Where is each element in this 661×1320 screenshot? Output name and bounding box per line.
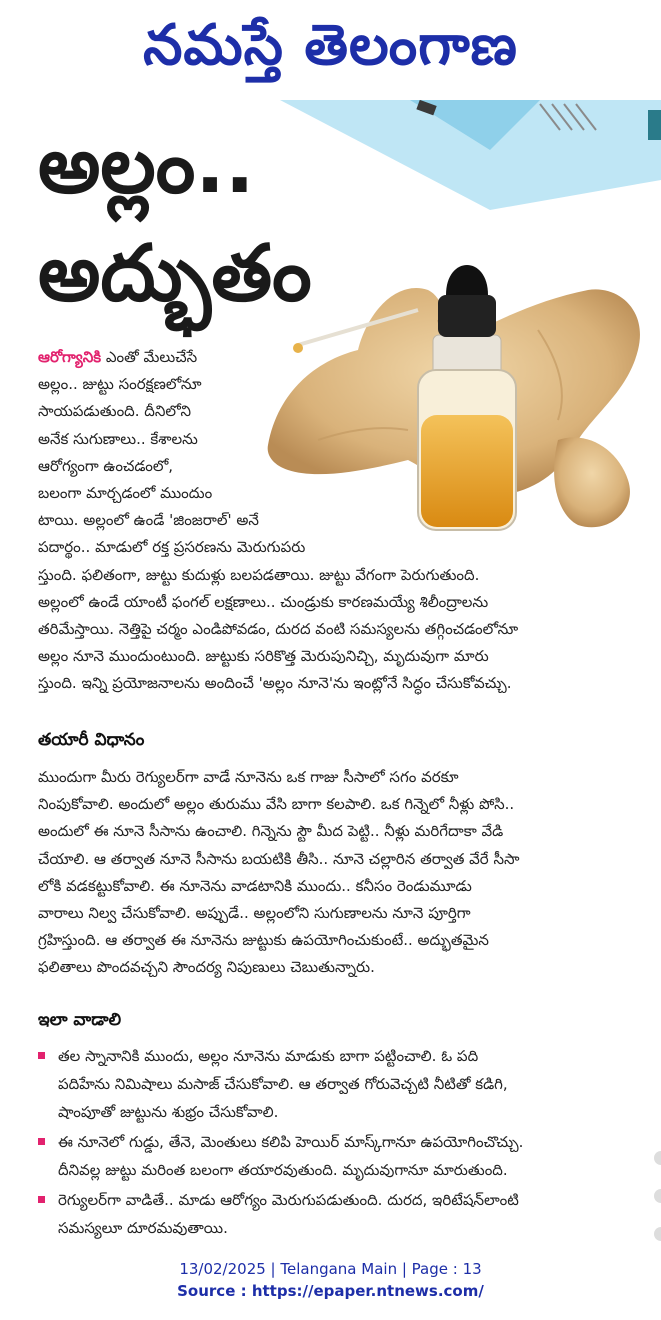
lead-line: స్తుంది. ఫలితంగా, జుట్టు కుదుళ్లు బలపడతాయి. జుట్టు వేగంగా పెరుగుతుంది. bbox=[38, 565, 480, 584]
lead-line: అనేక సుగుణాలు.. కేశాలను bbox=[38, 429, 198, 448]
preparation-line: ఫలితాలు పొందవచ్చని సౌందర్య నిపుణులు చెబుతున్నారు. bbox=[38, 958, 375, 977]
preparation-text bbox=[38, 764, 656, 982]
lead-line: ఆరోగ్యంగా ఉంచడంలో, bbox=[38, 456, 174, 475]
headline-line-1: అల్లం.. bbox=[38, 121, 255, 211]
lead-line: బలంగా మార్చడంలో ముందుం bbox=[38, 484, 213, 503]
lead-line: టాయి. అల్లంలో ఉండే 'జింజరాల్' అనే bbox=[38, 511, 259, 530]
lead-paragraph bbox=[38, 344, 653, 698]
preparation-line: చేయాలి. ఆ తర్వాత నూనె సీసాను బయటికి తీసి.. నూనె చల్లారిన తర్వాత వేరే సీసా bbox=[38, 849, 520, 868]
lead-line: స్తుంది. ఇన్ని ప్రయోజనాలను అందించే 'అల్లం నూనె'ను ఇంట్లోనే సిద్ధం చేసుకోవచ్చు. bbox=[38, 674, 512, 693]
lead-line: ఆరోగ్యానికి ఎంతో మేలుచేసే bbox=[38, 348, 198, 366]
list-item: రెగ్యులర్‌గా వాడితే.. మాడు ఆరోగ్యం మెరుగుపడుతుంది. దురద, ఇరిటేషన్‌లాంటి సమస్యలూ దూరమవుతాయి. bbox=[36, 1186, 656, 1242]
section-heading-preparation: తయారీ విధానం bbox=[38, 730, 145, 750]
section-heading-usage: ఇలా వాడాలి bbox=[38, 1010, 122, 1030]
bullet-square-icon bbox=[38, 1052, 45, 1059]
footer-source: Source : https://epaper.ntnews.com/ bbox=[177, 1282, 484, 1300]
lead-line: పదార్థం.. మాడులో రక్త ప్రసరణను మెరుగుపరు bbox=[38, 538, 306, 557]
lead-line: అల్లం.. జుట్టు సంరక్షణలోనూ bbox=[38, 375, 202, 394]
lead-line: తరిమేస్తాయి. నెత్తిపై చర్మం ఎండిపోవడం, దురద వంటి సమస్యలను తగ్గించడంలోనూ bbox=[38, 620, 519, 639]
usage-bullet-list bbox=[36, 1042, 656, 1244]
footer bbox=[0, 1258, 661, 1302]
bullet-square-icon bbox=[38, 1196, 45, 1203]
list-item: తల స్నానానికి ముందు, అల్లం నూనెను మాడుకు బాగా పట్టించాలి. ఓ పది పదిహేను నిమిషాలు మసాజ్ చేసుకోవాలి. ఆ తర్వాత గోరువెచ్చటి నీటితో కడిగి, షాంపూతో జుట్టును శుభ్రం చేసుకోవాలి. bbox=[36, 1042, 656, 1126]
lead-line: సాయపడుతుంది. దీనిలోని bbox=[38, 402, 192, 421]
lead-line: అల్లం నూనె ముందుంటుంది. జుట్టుకు సరికొత్త మెరుపునిచ్చి, మృదువుగా మారు bbox=[38, 647, 489, 666]
masthead-logo: నమస్తే తెలంగాణ bbox=[143, 13, 518, 78]
footer-date-edition: 13/02/2025 | Telangana Main | Page : 13 bbox=[179, 1260, 482, 1278]
page-edge-holes-decoration bbox=[650, 1148, 661, 1258]
preparation-line: నింపుకోవాలి. అందులో అల్లం తురుము వేసి బాగా కలపాలి. ఒక గిన్నెలో నీళ్లు పోసి.. bbox=[38, 795, 515, 814]
list-item: ఈ నూనెలో గుడ్డు, తేనె, మెంతులు కలిపి హెయిర్ మాస్క్‌గానూ ఉపయోగించొచ్చు. దీనివల్ల జుట్టు మరింత బలంగా తయారవుతుంది. మృదువుగానూ మారుతుంది. bbox=[36, 1128, 656, 1184]
preparation-line: లోకి వడకట్టుకోవాలి. ఈ నూనెను వాడటానికి ముందు.. కనీసం రెండుమూడు bbox=[38, 876, 472, 895]
preparation-line: అందులో ఈ నూనె సీసాను ఉంచాలి. గిన్నెను స్టౌ మీద పెట్టి.. నీళ్లు మరిగేదాకా వేడి bbox=[38, 822, 504, 841]
lead-kicker: ఆరోగ్యానికి bbox=[38, 348, 102, 366]
bullet-square-icon bbox=[38, 1138, 45, 1145]
headline-line-2: అద్భుతం bbox=[38, 229, 312, 319]
preparation-line: వారాలు నిల్వ చేసుకోవాలి. అప్పుడే.. అల్లంలోని సుగుణాలను నూనె పూర్తిగా bbox=[38, 904, 471, 923]
preparation-line: ముందుగా మీరు రెగ్యులర్‌గా వాడే నూనెను ఒక గాజు సీసాలో సగం వరకూ bbox=[38, 768, 459, 786]
lead-line: అల్లంలో ఉండే యాంటీ ఫంగల్ లక్షణాలు.. చుండ్రుకు కారణమయ్యే శిలీంద్రాలను bbox=[38, 592, 489, 611]
preparation-line: గ్రహిస్తుంది. ఆ తర్వాత ఈ నూనెను జుట్టుకు ఉపయోగించుకుంటే.. అద్భుతమైన bbox=[38, 931, 489, 950]
